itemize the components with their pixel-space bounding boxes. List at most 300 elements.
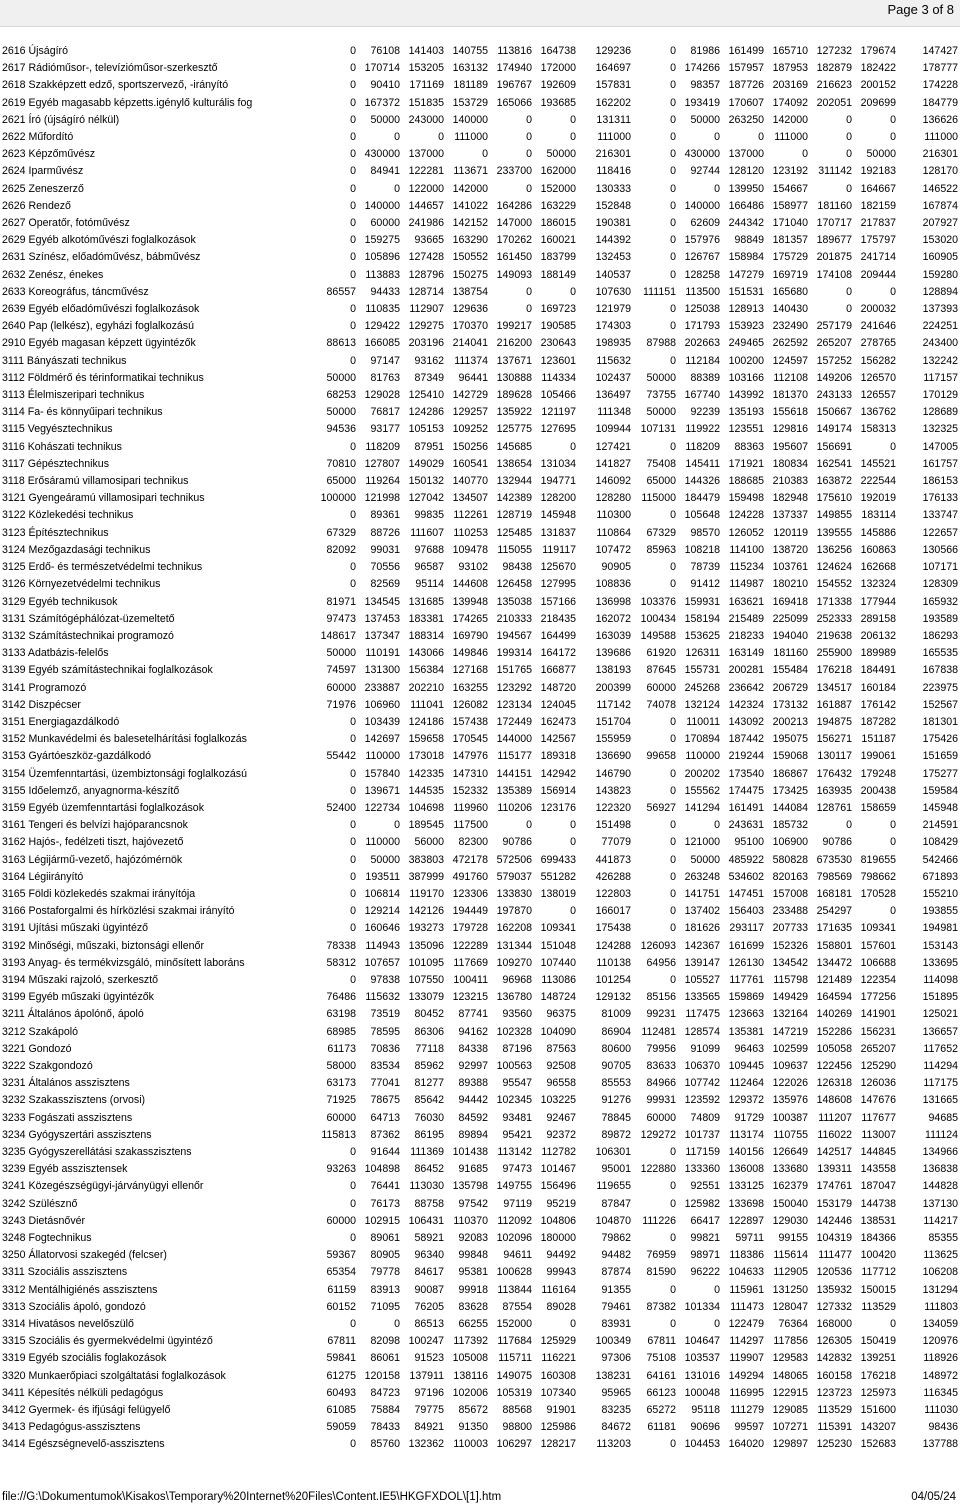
value-cell: 112782 (541, 1146, 576, 1158)
occupation-cell: 2618 Szakképzett edző, sportszervező, -irányító (2, 79, 229, 92)
value-cell: 122915 (772, 1386, 808, 1399)
value-cell: 105319 (496, 1386, 532, 1399)
occupation-cell: 3235 Gyógyszerellátási szakasszisztens (2, 1146, 192, 1158)
value-cell: 200438 (860, 784, 896, 797)
value-cell: 138531 (860, 1214, 896, 1227)
value-cell: 79956 (646, 1042, 676, 1055)
value-cell: 105058 (816, 1042, 852, 1055)
value-cell: 181160 (817, 199, 852, 212)
value-cell: 63173 (326, 1077, 356, 1090)
value-cell: 170717 (816, 217, 852, 230)
value-cell: 137000 (408, 148, 444, 161)
value-cell: 0 (482, 148, 488, 161)
value-cell: 174761 (816, 1180, 852, 1193)
value-cell: 153143 (922, 939, 958, 952)
value-cell: 91901 (546, 1404, 576, 1417)
value-cell: 136762 (860, 406, 896, 419)
value-cell: 0 (670, 836, 676, 849)
value-cell: 243631 (728, 819, 764, 832)
value-cell: 123601 (540, 354, 576, 367)
table-row (2, 1024, 958, 1041)
value-cell: 0 (394, 819, 400, 832)
value-cell: 96375 (546, 1008, 576, 1021)
occupation-cell: 3161 Tengeri és belvízi hajóparancsnok (2, 819, 188, 832)
value-cell: 61181 (647, 1421, 676, 1434)
value-cell: 126305 (816, 1335, 852, 1348)
value-cell: 178777 (922, 62, 958, 75)
value-cell: 111030 (924, 1404, 958, 1417)
value-cell: 135932 (816, 1283, 852, 1296)
value-cell: 64161 (646, 1369, 676, 1382)
value-cell: 257179 (816, 320, 852, 333)
value-cell: 115813 (321, 1128, 356, 1141)
value-cell: 129257 (452, 406, 488, 419)
value-cell: 311142 (818, 165, 852, 178)
value-cell: 218435 (540, 612, 576, 625)
value-cell: 167874 (922, 199, 958, 212)
value-cell: 118386 (729, 1249, 764, 1262)
value-cell: 200399 (595, 681, 631, 694)
value-cell: 115234 (729, 561, 764, 574)
value-cell: 114294 (923, 1059, 958, 1072)
value-cell: 157008 (772, 887, 808, 900)
value-cell: 105896 (364, 251, 400, 264)
value-cell: 110191 (365, 647, 400, 660)
value-cell: 147310 (452, 767, 488, 780)
value-cell: 93665 (414, 234, 444, 247)
value-cell: 145685 (496, 440, 532, 453)
value-cell: 76959 (646, 1249, 676, 1262)
value-cell: 114098 (923, 973, 958, 986)
value-cell: 87847 (601, 1197, 631, 1210)
value-cell: 156496 (540, 1180, 576, 1193)
value-cell: 133698 (728, 1197, 764, 1210)
value-cell: 91350 (458, 1421, 488, 1434)
value-cell: 189989 (860, 647, 896, 660)
table-row (2, 680, 958, 697)
value-cell: 117856 (773, 1335, 808, 1348)
occupation-cell: 3231 Általános asszisztens (2, 1077, 130, 1090)
value-cell: 125929 (540, 1335, 576, 1348)
value-cell: 0 (846, 819, 852, 832)
value-cell: 207733 (772, 922, 808, 935)
value-cell: 67329 (326, 526, 356, 539)
value-cell: 92551 (690, 1180, 720, 1193)
value-cell: 186867 (772, 767, 808, 780)
value-cell: 100387 (772, 1111, 808, 1124)
value-cell: 58000 (326, 1059, 356, 1072)
value-cell: 0 (670, 165, 676, 178)
value-cell: 152567 (922, 698, 958, 711)
occupation-cell: 3124 Mezőgazdasági technikus (2, 543, 151, 556)
value-cell: 188314 (408, 629, 444, 642)
value-cell: 87554 (502, 1300, 532, 1313)
value-cell: 0 (670, 45, 676, 57)
value-cell: 95001 (601, 1163, 631, 1176)
value-cell: 107271 (772, 1421, 808, 1434)
value-cell: 81009 (601, 1008, 631, 1021)
value-cell: 156384 (408, 664, 444, 677)
table-row (2, 1247, 958, 1264)
value-cell: 137788 (922, 1438, 958, 1451)
value-cell: 61275 (326, 1369, 356, 1382)
value-cell: 60000 (646, 1111, 676, 1124)
value-cell: 88613 (326, 337, 356, 350)
value-cell: 50000 (866, 148, 896, 161)
value-cell: 52400 (326, 801, 356, 814)
value-cell: 50000 (546, 148, 576, 161)
value-cell: 104870 (595, 1214, 631, 1227)
value-cell: 147427 (922, 45, 958, 57)
value-cell: 232490 (772, 320, 808, 333)
value-cell: 110370 (453, 1214, 488, 1227)
value-cell: 76030 (414, 1111, 444, 1124)
occupation-cell: 3199 Egyéb műszaki ügyintézők (2, 991, 154, 1004)
value-cell: 79862 (601, 1232, 631, 1245)
value-cell: 98438 (502, 561, 532, 574)
value-cell: 135096 (408, 939, 444, 952)
occupation-cell: 3191 Ujítási műszaki ügyintéző (2, 922, 149, 935)
value-cell: 199061 (860, 750, 896, 763)
value-cell: 192609 (540, 79, 576, 92)
value-cell: 0 (350, 199, 356, 212)
value-cell: 0 (670, 870, 676, 883)
value-cell: 95965 (601, 1386, 631, 1399)
value-cell: 105648 (684, 509, 720, 522)
value-cell: 111151 (643, 285, 676, 298)
value-cell: 119907 (729, 1352, 764, 1365)
value-cell: 143092 (728, 715, 764, 728)
value-cell: 113529 (861, 1300, 896, 1313)
value-cell: 107131 (640, 423, 676, 436)
value-cell: 181370 (772, 389, 808, 402)
table-row (2, 181, 958, 198)
occupation-cell: 3233 Fogászati asszisztens (2, 1111, 133, 1124)
value-cell: 86904 (601, 1025, 631, 1038)
value-cell: 182422 (860, 62, 896, 75)
value-cell: 134966 (922, 1146, 958, 1158)
value-cell: 109341 (540, 922, 576, 935)
value-cell: 0 (670, 1438, 676, 1451)
value-cell: 132242 (922, 354, 958, 367)
value-cell: 184779 (922, 96, 958, 109)
value-cell: 131016 (684, 1369, 720, 1382)
value-cell: 50000 (326, 406, 356, 419)
value-cell: 177256 (860, 991, 896, 1004)
value-cell: 245268 (684, 681, 720, 694)
value-cell: 123192 (772, 165, 808, 178)
value-cell: 216200 (496, 337, 532, 350)
value-cell: 139948 (452, 595, 488, 608)
value-cell: 0 (670, 853, 676, 866)
value-cell: 163039 (595, 629, 631, 642)
value-cell: 134059 (922, 1318, 958, 1331)
value-cell: 128200 (540, 492, 576, 505)
value-cell: 87196 (502, 1042, 532, 1055)
value-cell: 147451 (728, 887, 764, 900)
table-row (2, 1127, 958, 1144)
table-row (2, 1213, 958, 1230)
value-cell: 59059 (326, 1421, 356, 1434)
value-cell: 551282 (540, 870, 576, 883)
value-cell: 149855 (816, 509, 852, 522)
value-cell: 157166 (540, 595, 576, 608)
value-cell: 129214 (364, 905, 400, 918)
value-cell: 117475 (685, 1008, 720, 1021)
value-cell: 123592 (684, 1094, 720, 1107)
value-cell: 0 (350, 131, 356, 144)
value-cell: 142324 (728, 698, 764, 711)
value-cell: 159275 (364, 234, 400, 247)
value-cell: 106208 (922, 1266, 958, 1279)
value-cell: 219244 (728, 750, 764, 763)
value-cell: 127995 (540, 578, 576, 591)
value-cell: 74078 (646, 698, 676, 711)
value-cell: 202663 (684, 337, 720, 350)
value-cell: 123215 (452, 991, 488, 1004)
value-cell: 0 (670, 1197, 676, 1210)
value-cell: 70810 (326, 457, 356, 470)
value-cell: 161450 (496, 251, 532, 264)
table-row (2, 1368, 958, 1385)
value-cell: 0 (350, 165, 356, 178)
value-cell: 128719 (496, 509, 532, 522)
value-cell: 160863 (860, 543, 896, 556)
value-cell: 188149 (540, 268, 576, 281)
table-row (2, 1178, 958, 1195)
value-cell: 167740 (684, 389, 720, 402)
footer-date: 04/05/24 (911, 1491, 956, 1503)
value-cell: 112261 (453, 509, 488, 522)
occupation-cell: 3131 Számítógéphálózat-üzemeltető (2, 612, 175, 625)
value-cell: 84592 (458, 1111, 488, 1124)
value-cell: 117684 (497, 1335, 532, 1348)
occupation-cell: 3211 Általános ápolónő, ápoló (2, 1008, 144, 1021)
occupation-cell: 2640 Pap (lelkész), egyházi foglalkozású (2, 320, 194, 333)
value-cell: 70556 (370, 561, 400, 574)
value-cell: 101254 (595, 973, 631, 986)
value-cell: 113529 (817, 1404, 852, 1417)
value-cell: 216623 (816, 79, 852, 92)
value-cell: 125986 (540, 1421, 576, 1434)
occupation-cell: 3166 Postaforgalmi és hírközlési szakmai irányító (2, 905, 235, 918)
value-cell: 135193 (728, 406, 764, 419)
table-row (2, 731, 958, 748)
value-cell: 153020 (922, 234, 958, 247)
value-cell: 159869 (728, 991, 764, 1004)
value-cell: 132324 (860, 578, 896, 591)
value-cell: 147000 (496, 217, 532, 230)
value-cell: 200213 (772, 715, 808, 728)
value-cell: 136780 (496, 991, 532, 1004)
value-cell: 75408 (646, 457, 676, 470)
value-cell: 0 (570, 131, 576, 144)
value-cell: 87741 (458, 1008, 488, 1021)
value-cell: 141751 (684, 887, 720, 900)
value-cell: 124288 (595, 939, 631, 952)
value-cell: 86557 (326, 285, 356, 298)
value-cell: 160646 (364, 922, 400, 935)
value-cell: 56000 (414, 836, 444, 849)
value-cell: 137347 (364, 629, 400, 642)
value-cell: 125021 (922, 1008, 958, 1021)
occupation-cell: 2910 Egyéb magasan képzett ügyintézők (2, 337, 196, 350)
value-cell: 131665 (922, 1094, 958, 1107)
value-cell: 88758 (414, 1197, 444, 1210)
table-row (2, 697, 958, 714)
value-cell: 180000 (540, 1232, 576, 1245)
value-cell: 156231 (860, 1025, 896, 1038)
value-cell: 129236 (595, 45, 631, 57)
occupation-cell: 3151 Energiagazdálkodó (2, 715, 120, 728)
value-cell: 83534 (370, 1059, 400, 1072)
value-cell: 111607 (410, 526, 444, 539)
value-cell: 90410 (370, 79, 400, 92)
value-cell: 153205 (408, 62, 444, 75)
table-row (2, 955, 958, 972)
value-cell: 128309 (922, 578, 958, 591)
value-cell: 140537 (595, 268, 631, 281)
value-cell: 104453 (684, 1438, 720, 1451)
value-cell: 159280 (922, 268, 958, 281)
value-cell: 0 (890, 285, 896, 298)
value-cell: 170262 (496, 234, 532, 247)
value-cell: 93481 (502, 1111, 532, 1124)
value-cell: 161491 (728, 801, 764, 814)
value-cell: 144535 (408, 784, 444, 797)
occupation-cell: 2626 Rendező (2, 199, 71, 212)
value-cell: 127695 (540, 423, 576, 436)
value-cell: 0 (670, 767, 676, 780)
value-cell: 114334 (541, 371, 576, 384)
value-cell: 103225 (540, 1094, 576, 1107)
value-cell: 187953 (772, 62, 808, 75)
value-cell: 92372 (546, 1128, 576, 1141)
value-cell: 103376 (640, 595, 676, 608)
value-cell: 162208 (496, 922, 532, 935)
value-cell: 152683 (860, 1438, 896, 1451)
value-cell: 175426 (922, 733, 958, 746)
value-cell: 162379 (772, 1180, 808, 1193)
value-cell: 158659 (860, 801, 896, 814)
value-cell: 121979 (595, 303, 631, 316)
value-cell: 84672 (601, 1421, 631, 1434)
value-cell: 798662 (860, 870, 896, 883)
value-cell: 126093 (640, 939, 676, 952)
value-cell: 109270 (496, 956, 532, 969)
table-row (2, 714, 958, 731)
value-cell: 157957 (728, 62, 764, 75)
value-cell: 174475 (728, 784, 764, 797)
value-cell: 132453 (595, 251, 631, 264)
value-cell: 101334 (684, 1300, 720, 1313)
value-cell: 111207 (818, 1111, 852, 1124)
value-cell: 0 (670, 440, 676, 453)
value-cell: 174265 (452, 612, 488, 625)
value-cell: 0 (846, 131, 852, 144)
value-cell: 105153 (408, 423, 444, 436)
value-cell: 158984 (728, 251, 764, 264)
value-cell: 104698 (408, 801, 444, 814)
value-cell: 102599 (772, 1042, 808, 1055)
table-row (2, 95, 958, 112)
value-cell: 0 (846, 113, 852, 126)
value-cell: 135038 (496, 595, 532, 608)
value-cell: 148724 (540, 991, 576, 1004)
value-cell: 103761 (772, 561, 808, 574)
value-cell: 215489 (728, 612, 764, 625)
value-cell: 90786 (502, 836, 532, 849)
value-cell: 106370 (684, 1059, 720, 1072)
value-cell: 136497 (595, 389, 631, 402)
value-cell: 113625 (923, 1249, 958, 1262)
occupation-cell: 3243 Dietásnővér (2, 1214, 86, 1227)
value-cell: 164697 (595, 62, 631, 75)
value-cell: 130333 (595, 182, 631, 195)
table-row (2, 542, 958, 559)
value-cell: 137000 (728, 148, 764, 161)
occupation-cell: 2627 Operatőr, fotóművész (2, 217, 130, 230)
value-cell: 199314 (496, 647, 532, 660)
value-cell: 131685 (408, 595, 444, 608)
table-row (2, 903, 958, 920)
value-cell: 0 (350, 509, 356, 522)
value-cell: 0 (670, 182, 676, 195)
table-row (2, 267, 958, 284)
value-cell: 59841 (326, 1352, 356, 1365)
value-cell: 150132 (408, 475, 444, 488)
value-cell: 102096 (496, 1232, 532, 1245)
value-cell: 138116 (453, 1369, 488, 1382)
value-cell: 180210 (772, 578, 808, 591)
value-cell: 485922 (728, 853, 764, 866)
value-cell: 149174 (816, 423, 852, 436)
occupation-cell: 2624 Iparművész (2, 165, 84, 178)
occupation-cell: 3414 Egészségnevelő-asszisztens (2, 1438, 165, 1451)
value-cell: 135389 (496, 784, 532, 797)
value-cell: 0 (570, 905, 576, 918)
value-cell: 91729 (734, 1111, 764, 1124)
value-cell: 0 (714, 131, 720, 144)
value-cell: 116022 (817, 1128, 852, 1141)
value-cell: 83628 (458, 1300, 488, 1313)
value-cell: 151531 (728, 285, 764, 298)
value-cell: 119264 (365, 475, 400, 488)
value-cell: 112184 (685, 354, 720, 367)
value-cell: 144392 (595, 234, 631, 247)
value-cell: 68985 (326, 1025, 356, 1038)
table-row (2, 1092, 958, 1109)
value-cell: 194040 (772, 629, 808, 642)
table-row (2, 645, 958, 662)
value-cell: 110864 (596, 526, 631, 539)
occupation-cell: 2629 Egyéb alkotóművészi foglalkozások (2, 234, 196, 247)
value-cell: 116995 (729, 1386, 764, 1399)
value-cell: 181626 (684, 922, 720, 935)
value-cell: 122734 (364, 801, 400, 814)
occupation-cell: 2623 Képzőművész (2, 148, 96, 161)
value-cell: 151765 (496, 664, 532, 677)
value-cell: 123663 (728, 1008, 764, 1021)
value-cell: 0 (350, 268, 356, 281)
value-cell: 169723 (540, 303, 576, 316)
value-cell: 60000 (326, 1111, 356, 1124)
value-cell: 132325 (922, 423, 958, 436)
value-cell: 164172 (540, 647, 576, 660)
value-cell: 157601 (860, 939, 896, 952)
occupation-cell: 3123 Építésztechnikus (2, 526, 109, 539)
value-cell: 0 (846, 182, 852, 195)
